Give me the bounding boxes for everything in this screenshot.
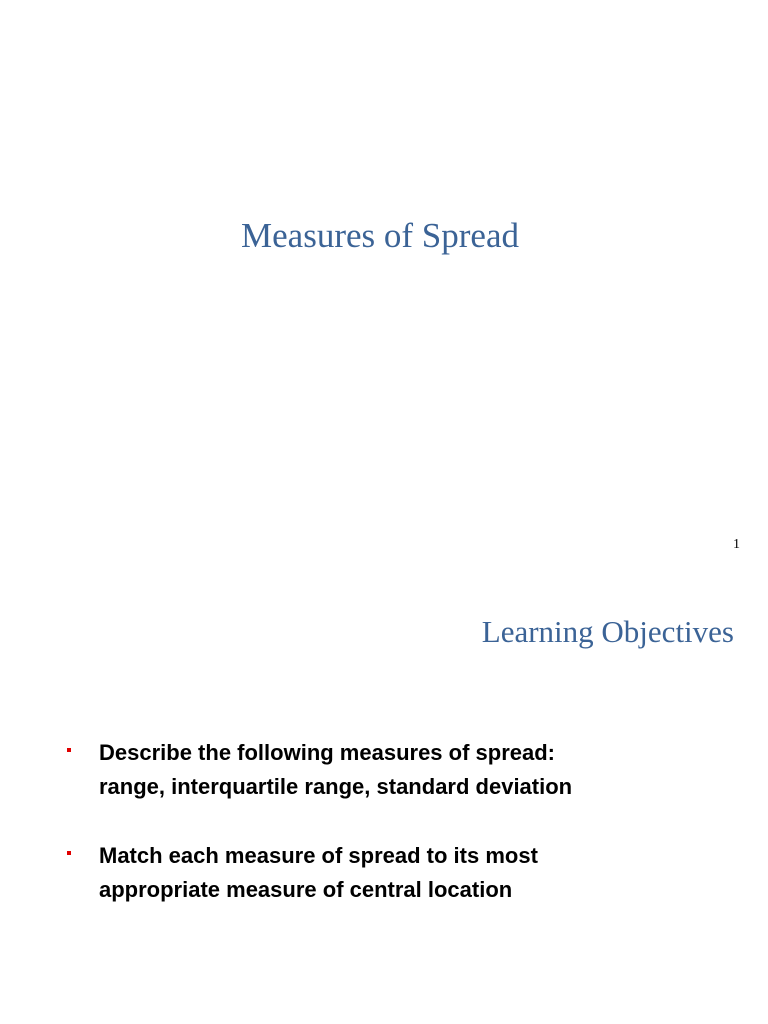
slide-2 <box>0 576 768 1024</box>
list-item <box>64 736 744 804</box>
bullet-text-line: appropriate measure of central location <box>99 877 513 902</box>
square-bullet-icon <box>67 851 71 855</box>
list-item <box>64 839 744 907</box>
square-bullet-icon <box>67 748 71 752</box>
slide-title: Learning Objectives <box>481 614 734 649</box>
bullet-text-line: Describe the following measures of spread: <box>99 740 556 765</box>
objectives-list <box>64 736 744 942</box>
bullet-text-line: range, interquartile range, standard deviation <box>99 774 573 799</box>
bullet-text-line: Match each measure of spread to its most <box>99 843 538 868</box>
slide-title: Measures of Spread <box>241 216 519 255</box>
page-number: 1 <box>733 537 740 552</box>
